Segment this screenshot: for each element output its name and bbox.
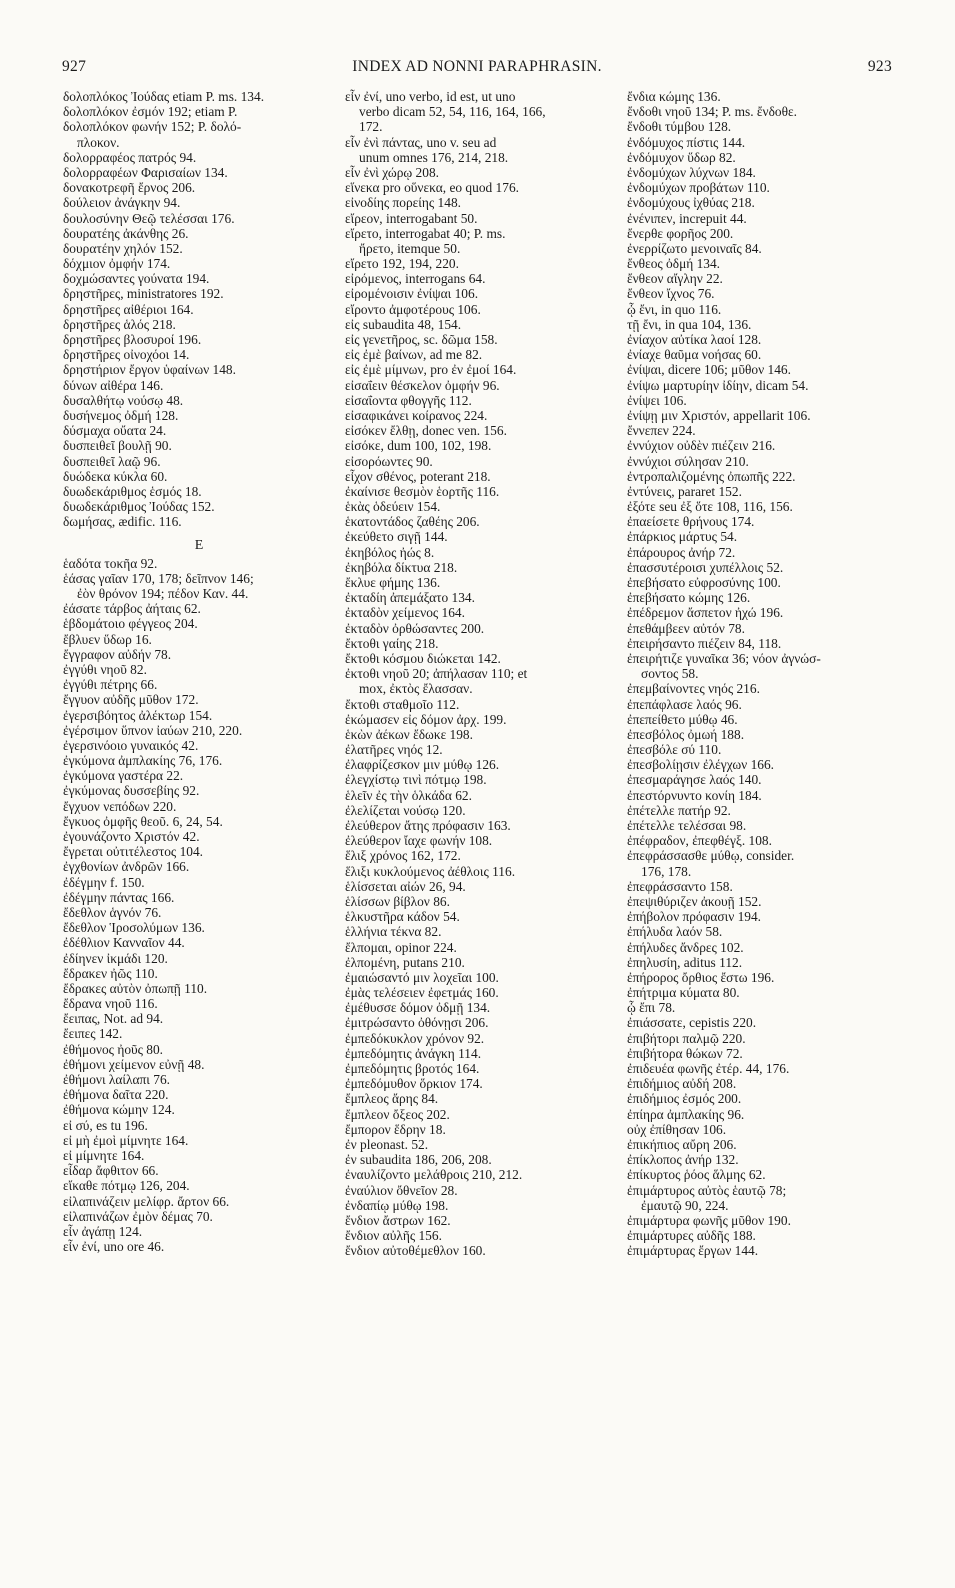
index-entry: ἐκταδίη ἀπεμάξατο 134. bbox=[345, 590, 475, 606]
index-entry: ἐνίαχε θαῦμα νοήσας 60. bbox=[627, 347, 762, 363]
index-entry-continuation: σοντος 58. bbox=[641, 666, 699, 682]
index-entry: ἐνίαχον αὐτίκα λαοί 128. bbox=[627, 332, 762, 347]
index-entry: ἐνδομύχων προβάτων 110. bbox=[627, 180, 770, 196]
page-number-left: 927 bbox=[62, 58, 87, 75]
index-entry: ἔνερθε φορῆος 200. bbox=[627, 225, 734, 241]
index-entry: ἐπικήπιος αὔρη 206. bbox=[627, 1136, 737, 1152]
index-entry: ἐνίψαι, dicere 106; μῦθον 146. bbox=[627, 362, 791, 378]
index-entry: ἐπήλυδες ἄνδρες 102. bbox=[627, 939, 744, 955]
index-entry: δούλειον ἀνάγκην 94. bbox=[63, 195, 181, 211]
index-entry: ἔμπλεος ἄρης 84. bbox=[345, 1091, 439, 1107]
index-entry: εἵνεκα pro οὕνεκα, eo quod 176. bbox=[345, 180, 519, 196]
index-entry: ἐπειρήσαντο πιέζειν 84, 118. bbox=[627, 635, 782, 651]
index-entry: δυσπειθεῖ βουλῇ 90. bbox=[63, 438, 172, 454]
index-entry: εἰς ἐμὲ βαίνων, ad me 82. bbox=[345, 347, 483, 363]
index-entry: ἐπίκυρτος ῥόος ἅλμης 62. bbox=[627, 1167, 766, 1183]
index-entry: δολοπλόκον ἐσμόν 192; etiam P. bbox=[63, 104, 238, 120]
index-entry: ἐλπομένη, putans 210. bbox=[345, 954, 465, 970]
index-entry: ἔμπλεον ὄξεος 202. bbox=[345, 1106, 450, 1122]
index-entry: ἐπεψιθύριζεν ἀκουῇ 152. bbox=[627, 893, 762, 909]
index-entry: ἑκατοντάδος ζαθέης 206. bbox=[345, 514, 480, 530]
index-entry: ἐπεπάφλασε λαός 96. bbox=[627, 696, 742, 712]
index-entry: εἰλαπινάζειν μελίφρ. ἄρτον 66. bbox=[63, 1193, 230, 1209]
index-entry: ἔκλυε φήμης 136. bbox=[345, 575, 441, 590]
index-entry: ἐκταδὸν χείμενος 164. bbox=[345, 605, 465, 621]
index-entry: εἴρεον, interrogabant 50. bbox=[345, 210, 478, 226]
index-entry: ἐθήμονα δαῖτα 220. bbox=[63, 1087, 169, 1103]
index-entry: ἔδρακες αὐτὸν ὀπωπῇ 110. bbox=[63, 980, 208, 996]
index-entry: ἑβδομάτοιο φέγγεος 204. bbox=[63, 616, 198, 632]
index-entry: ᾧ ἔνι, in quo 116. bbox=[627, 301, 722, 317]
index-entry: ἔβλυεν ὕδωρ 16. bbox=[63, 631, 152, 647]
index-entry: ἐπεβήσατο κώμης 126. bbox=[627, 590, 751, 606]
index-entry: ἐπεβήσατο εὐφροσύνης 100. bbox=[627, 575, 781, 590]
index-entry: εἶν ἀγάπῃ 124. bbox=[63, 1223, 143, 1239]
index-entry: ἐγκύμονα ἀμπλακίης 76, 176. bbox=[63, 753, 223, 769]
index-entry: ἐγγύθι πέτρης 66. bbox=[63, 677, 158, 693]
index-entry: ἐπιάσσατε, cepistis 220. bbox=[627, 1015, 757, 1031]
index-entry: ἐδέγμην f. 150. bbox=[63, 874, 145, 890]
index-entry: ἐπήτριμα κύματα 80. bbox=[627, 985, 740, 1001]
index-entry: ἔνδιον ἄστρων 162. bbox=[345, 1212, 451, 1228]
index-entry: ἐπιβήτορα θώκων 72. bbox=[627, 1045, 743, 1061]
index-entry: ἐπεσμαράγησε λαός 140. bbox=[627, 772, 762, 788]
index-entry: ἐνδαπίῳ μύθῳ 198. bbox=[345, 1197, 449, 1213]
index-entry: ἐπάρουρος ἀνήρ 72. bbox=[627, 544, 736, 560]
index-entry: ἐμιτρώσαντο ὀθόνῃσι 206. bbox=[345, 1015, 489, 1031]
index-entry: ἐπεφράσσαντο 158. bbox=[627, 878, 733, 894]
index-entry: ἐπασσυτέροισι χυπέλλοις 52. bbox=[627, 559, 784, 575]
index-entry: δολοπλόκον φωνήν 152; P. δολό- bbox=[63, 119, 242, 135]
index-entry: ἐπήλυδα λαόν 58. bbox=[627, 924, 723, 940]
index-entry: δυσπειθεῖ λαῷ 96. bbox=[63, 453, 161, 469]
index-entry: δοχμώσαντες γούνατα 194. bbox=[63, 271, 210, 287]
index-column-1 bbox=[63, 89, 335, 1254]
index-entry-continuation: ἐὸν θρόνον 194; πέδον Καν. 44. bbox=[77, 586, 249, 602]
index-entry: ἐκώμασεν εἰς δόμον ἀρχ. 199. bbox=[345, 711, 507, 727]
index-entry: ἐπιμάρτυρες αὐδῆς 188. bbox=[627, 1228, 756, 1244]
index-entry: εἰρομένοισιν ἐνίψαι 106. bbox=[345, 286, 479, 302]
index-entry: ἔνθεον αἴγλην 22. bbox=[627, 271, 723, 287]
index-entry: ἐναύλιον ὄθνεῖον 28. bbox=[345, 1182, 458, 1198]
index-entry: ἐπιδήμιος αὐδή 208. bbox=[627, 1076, 737, 1092]
index-entry: ἐλεγχίστῳ τινὶ πότμῳ 198. bbox=[345, 772, 487, 788]
index-entry: ἐνίψει 106. bbox=[627, 392, 687, 408]
index-entry: ἔειπες 142. bbox=[63, 1026, 123, 1042]
index-entry: εἴρετο 192, 194, 220. bbox=[345, 256, 459, 272]
index-entry: δονακοτρεφῆ ἔρνος 206. bbox=[63, 180, 196, 196]
index-entry: ἐκτοθι νηοῦ 20; ἀπήλασαν 110; et bbox=[345, 666, 528, 682]
index-entry: ἐντύνεις, pararet 152. bbox=[627, 483, 742, 499]
index-entry: δολορραφέων Φαρισαίων 134. bbox=[63, 164, 228, 180]
index-entry: δυωδεκάριθμος ἑσμός 18. bbox=[63, 483, 202, 499]
index-entry: ἔγγραφον αὐδήν 78. bbox=[63, 646, 172, 662]
index-entry: εἰλαπινάζων ἐμὸν δέμας 70. bbox=[63, 1208, 213, 1224]
index-entry: ἐγερσιβόητος ἀλέκτωρ 154. bbox=[63, 707, 213, 723]
index-entry: ἔνδια κώμης 136. bbox=[627, 89, 721, 104]
index-entry: ἐπιμάρτυρας ἔργων 144. bbox=[627, 1243, 759, 1259]
index-entry: ἑαδότα τοκῆα 92. bbox=[63, 555, 158, 571]
index-entry: ἐθήμονος ἠοῦς 80. bbox=[63, 1041, 164, 1057]
index-entry: ἑλλήνια τέκνα 82. bbox=[345, 924, 442, 940]
index-entry: δολορραφέος πατρός 94. bbox=[63, 149, 197, 165]
index-entry: ἐγκύμονα γαστέρα 22. bbox=[63, 768, 184, 784]
index-entry-continuation: 176, 178. bbox=[641, 863, 692, 879]
index-entry: δολοπλόκος Ἰούδας etiam P. ms. 134. bbox=[63, 89, 265, 104]
index-entry: ἐμπεδόμυθον ὅρκιον 174. bbox=[345, 1076, 483, 1092]
index-entry: εἰσαφικάνει κοίρανος 224. bbox=[345, 407, 488, 423]
index-entry: δουλοσύνην Θεῷ τελέσσαι 176. bbox=[63, 210, 235, 226]
index-entry: ἐξότε seu ἐξ ὅτε 108, 116, 156. bbox=[627, 499, 793, 515]
index-entry: ἑλκυστῆρα κάδον 54. bbox=[345, 909, 460, 925]
index-entry: ἐκηβόλα δίκτυα 218. bbox=[345, 559, 458, 575]
index-entry: ἐμέθυσσε δόμον ὀδμῇ 134. bbox=[345, 1000, 491, 1016]
index-entry: εἰ σύ, es tu 196. bbox=[63, 1117, 148, 1133]
index-entry: ἕλιξι κυκλούμενος ἀέθλοις 116. bbox=[345, 863, 516, 879]
index-entry-continuation: mox, ἐκτὸς ἔλασσαν. bbox=[359, 681, 473, 697]
index-entry: ἐδέγμην πάντας 166. bbox=[63, 889, 175, 905]
index-entry: ἐπέτελλε πατήρ 92. bbox=[627, 802, 731, 818]
index-entry: ἐπιβήτορι παλμῷ 220. bbox=[627, 1030, 746, 1046]
index-entry: ἑλίσσων βίβλον 86. bbox=[345, 893, 450, 909]
index-entry: ἐν subaudita 186, 206, 208. bbox=[345, 1152, 492, 1168]
index-entry: εἰ μίμνητε 164. bbox=[63, 1147, 145, 1163]
index-entry: ἐνένιπεν, increpuit 44. bbox=[627, 210, 747, 226]
index-entry: ἐνερρίζωτο μενοιναῖς 84. bbox=[627, 240, 762, 256]
index-entry: ἔγχυον νεπόδων 220. bbox=[63, 798, 177, 814]
index-entry: εἶν ἐνί, uno verbo, id est, ut uno bbox=[345, 89, 516, 104]
index-entry: ἐδέθλιον Κανναῖον 44. bbox=[63, 935, 185, 951]
index-entry: ἐμαιώσαντό μιν λοχεῖαι 100. bbox=[345, 969, 499, 985]
index-entry: ἔδρανα νηοῦ 116. bbox=[63, 996, 158, 1012]
index-entry: ἐπήβολον πρόφασιν 194. bbox=[627, 909, 762, 925]
index-entry: ἑκὼν ἀέκων ἔδωκε 198. bbox=[345, 726, 473, 742]
index-entry: ἔδεθλον Ἱροσολύμων 136. bbox=[63, 920, 205, 936]
index-entry: ἐγκύμονας δυσσεβίης 92. bbox=[63, 783, 200, 799]
index-entry-continuation: ἤρετο, itemque 50. bbox=[359, 240, 461, 256]
index-entry: ἔκτοθι κόσμου διώκεται 142. bbox=[345, 650, 501, 666]
index-entry: ἕλιξ χρόνος 162, 172. bbox=[345, 848, 461, 864]
index-entry: ἐγέρσιμον ὕπνον ἰαύων 210, 220. bbox=[63, 722, 243, 738]
index-entry: ἑλίσσεται αἰών 26, 94. bbox=[345, 878, 466, 894]
index-entry: ἐθήμονι χείμενον εὐνῇ 48. bbox=[63, 1056, 205, 1072]
index-entry: ἔγγυον αὐδῆς μῦθον 172. bbox=[63, 692, 199, 708]
index-entry: ἑκὰς ὁδεύειν 154. bbox=[345, 499, 441, 515]
index-entry: εἶδαρ ἄφθιτον 66. bbox=[63, 1163, 159, 1179]
index-entry: εἰσαΐειν θέσκελον ὀμφήν 96. bbox=[345, 377, 500, 393]
index-entry: ἐλαφρίζεσκον μιν μύθῳ 126. bbox=[345, 757, 500, 773]
index-entry: δρηστῆρες ἁλός 218. bbox=[63, 316, 176, 332]
index-entry: ἐπιμάρτυρος αὐτὸς ἑαυτῷ 78; bbox=[627, 1182, 787, 1198]
index-entry: ἐάσατε τάρβος ἀήταις 62. bbox=[63, 601, 201, 617]
index-entry: δωμήσας, ædific. 116. bbox=[63, 514, 182, 530]
index-entry: ἐπέδρεμον ἄσπετον ἠχώ 196. bbox=[627, 605, 784, 621]
index-entry: ἔμπορον ἕδρην 18. bbox=[345, 1121, 446, 1137]
index-entry-continuation: verbo dicam 52, 54, 116, 164, 166, bbox=[359, 104, 546, 120]
index-entry: εἰς subaudita 48, 154. bbox=[345, 316, 462, 332]
index-entry: εἴρετο, interrogabat 40; P. ms. bbox=[345, 225, 506, 241]
index-entry: δόχμιον ὀμφήν 174. bbox=[63, 256, 171, 272]
index-entry: ἐγερσινόοιο γυναικός 42. bbox=[63, 737, 199, 753]
index-entry: ἐπαείσετε θρήνους 174. bbox=[627, 514, 755, 530]
index-entry: ἐνδομύχους ἰχθύας 218. bbox=[627, 195, 755, 211]
index-entry: εἰσορόωντες 90. bbox=[345, 453, 433, 469]
index-entry: ἐπεσβόλος ὀμωή 188. bbox=[627, 726, 745, 742]
index-entry: ἐννύχιοι σύλησαν 210. bbox=[627, 453, 749, 469]
index-entry: ἔγρεται οὐτιτέλεστος 104. bbox=[63, 844, 204, 860]
index-entry: εἶχον σθένος, poterant 218. bbox=[345, 468, 491, 484]
index-entry: ἔννεπεν 224. bbox=[627, 423, 696, 439]
index-entry: δύνων αἰθέρα 146. bbox=[63, 377, 164, 393]
index-entry-continuation: unum omnes 176, 214, 218. bbox=[359, 149, 509, 165]
index-entry: ἐπηλυσίη, aditus 112. bbox=[627, 954, 743, 970]
index-entry: ἐθήμονι λαίλαπι 76. bbox=[63, 1072, 170, 1088]
index-entry: ἔνδοθι νηοῦ 134; P. ms. ἔνδοθε. bbox=[627, 104, 797, 120]
index-entry: ἑλεῖν ἐς τὴν ὁλκάδα 62. bbox=[345, 787, 472, 803]
index-entry: ᾧ ἔπι 78. bbox=[627, 1000, 676, 1016]
index-entry-continuation: πλοκον. bbox=[77, 134, 120, 150]
index-entry: δρηστῆρες βλοσυροί 196. bbox=[63, 332, 202, 347]
index-entry: ἔλπομαι, opinor 224. bbox=[345, 939, 457, 955]
index-column-2 bbox=[345, 89, 617, 1258]
index-entry: εἰς γενετῆρος, sc. δῶμα 158. bbox=[345, 332, 498, 347]
index-entry: ἐδίηνεν ἰκμάδι 120. bbox=[63, 950, 168, 966]
index-entry: εἶν ἐνὶ πάντας, uno v. seu ad bbox=[345, 134, 497, 150]
index-entry: ἐκηβόλος ἠώς 8. bbox=[345, 544, 435, 560]
index-entry: ἐπιδευέα φωνῆς ἐτέρ. 44, 176. bbox=[627, 1061, 790, 1076]
index-entry: ἔγκυος ὀμφῆς θεοῦ. 6, 24, 54. bbox=[63, 813, 223, 829]
index-entry: ἐπέτελλε τελέσσαι 98. bbox=[627, 818, 747, 833]
index-entry-continuation: 172. bbox=[359, 119, 383, 135]
index-entry: ἐλελίζεται νούσῳ 120. bbox=[345, 802, 466, 818]
index-entry: ἔνθεον ἴχνος 76. bbox=[627, 286, 715, 302]
running-title: INDEX AD NONNI PARAPHRASIN. bbox=[352, 58, 602, 75]
index-entry: εἴροντο ἀμφοτέρους 106. bbox=[345, 301, 481, 317]
index-entry: ἔδεθλον ἁγνόν 76. bbox=[63, 904, 162, 920]
index-entry: δύσμαχα οὔατα 24. bbox=[63, 423, 167, 439]
index-entry: εἴκαθε πότμῳ 126, 204. bbox=[63, 1178, 190, 1194]
index-entry: ἐπήρορος ὄρθιος ἔστω 196. bbox=[627, 969, 775, 985]
index-entry: ἔδρακεν ἠῶς 110. bbox=[63, 965, 158, 981]
index-entry: δυσαλθήτῳ νούσῳ 48. bbox=[63, 392, 184, 408]
index-entry: ἔνθεος ὀδμή 134. bbox=[627, 256, 721, 272]
index-entry: ἐπεφράσσασθε μύθῳ, consider. bbox=[627, 848, 795, 864]
index-entry: ἐπίηρα ἀμπλακίης 96. bbox=[627, 1106, 745, 1122]
index-entry: ἑάσας γαῖαν 170, 178; δεῖπνον 146; bbox=[63, 570, 254, 586]
index-entry: ἐγουνάζοντο Χριστόν 42. bbox=[63, 829, 200, 845]
index-entry: ἐκαίνισε θεσμὸν ἑορτῆς 116. bbox=[345, 483, 500, 499]
index-entry: δρηστῆρες οἰνοχόοι 14. bbox=[63, 347, 190, 363]
index-entry-continuation: ἐμαυτῷ 90, 224. bbox=[641, 1197, 729, 1213]
index-column-3 bbox=[627, 89, 909, 1258]
index-entry: ἔειπας, Not. ad 94. bbox=[63, 1011, 164, 1027]
index-entry: ἐπειρήτιζε γυναῖκα 36; νόον ἀγνώσ- bbox=[627, 650, 821, 666]
index-entry: ἐντροπαλιζομένης ὀπωπῆς 222. bbox=[627, 468, 796, 484]
index-entry: ἐλεύθερον ἴαχε φωνήν 108. bbox=[345, 833, 493, 849]
index-entry: ἐννύχιον οὐδὲν πιέζειν 216. bbox=[627, 438, 776, 454]
index-entry: ἐπεστόρνυντο κονίη 184. bbox=[627, 787, 762, 803]
index-entry: ἐνδομύχων λύχνων 184. bbox=[627, 164, 756, 180]
index-entry: ἐμπεδόκυκλον χρόνον 92. bbox=[345, 1030, 485, 1046]
index-entry: εἰσαΐοντα φθογγῆς 112. bbox=[345, 392, 472, 408]
index-entry: οὐχ ἐπίθησαν 106. bbox=[627, 1121, 727, 1137]
index-entry: ἐνίψω μαρτυρίην ἰδίην, dicam 54. bbox=[627, 377, 809, 393]
page-header bbox=[62, 58, 892, 80]
index-entry: ἐλατῆρες νηός 12. bbox=[345, 742, 443, 758]
index-entry: εἰσόκε, dum 100, 102, 198. bbox=[345, 438, 492, 454]
index-entry: ἐκεύθετο σιγῇ 144. bbox=[345, 529, 448, 545]
index-entry: ἔκτοθι σταθμοῖο 112. bbox=[345, 696, 460, 712]
index-entry: ἐκταδὸν ὀρθώσαντες 200. bbox=[345, 620, 485, 636]
index-entry: ἐμπεδόμητις ἀνάγκη 114. bbox=[345, 1045, 482, 1061]
index-entry: δουρατέης ἀκάνθης 26. bbox=[63, 225, 189, 241]
index-entry: ἐπίκλοπος ἀνήρ 132. bbox=[627, 1152, 739, 1168]
index-entry: ἐν pleonast. 52. bbox=[345, 1136, 429, 1152]
index-entry: ἐγχθονίων ἀνδρῶν 166. bbox=[63, 859, 190, 875]
index-entry: ἐνδόμυχος πίστις 144. bbox=[627, 134, 746, 150]
index-entry: δουρατέην χηλόν 152. bbox=[63, 240, 183, 256]
index-entry: δυώδεκα κύκλα 60. bbox=[63, 468, 168, 484]
index-entry: εἰσόκεν ἔλθῃ, donec ven. 156. bbox=[345, 423, 507, 439]
index-entry: δρηστῆρες αἰθέριοι 164. bbox=[63, 301, 194, 317]
index-entry: ἐμπεδόμητις βροτός 164. bbox=[345, 1061, 480, 1076]
index-entry: ἐπιδήμιος ἐσμός 200. bbox=[627, 1091, 742, 1107]
index-entry: ἔνδιον αὐτοθέμεθλον 160. bbox=[345, 1243, 486, 1259]
index-entry: ἐλεύθερον ἄτης πρόφασιν 163. bbox=[345, 818, 511, 833]
index-entry: ἐνίψῃ μιν Χριστόν, appellarit 106. bbox=[627, 407, 811, 423]
index-entry: ἐπεσβόλε σύ 110. bbox=[627, 742, 722, 758]
index-entry: ἐπέφραδον, ἐπεφθέγξ. 108. bbox=[627, 833, 772, 849]
index-entry: ἐπεπείθετο μύθῳ 46. bbox=[627, 711, 738, 727]
index-entry: εἰς ἐμὲ μίμνων, pro ἐν ἐμοί 164. bbox=[345, 362, 517, 378]
index-entry: εἰρόμενος, interrogans 64. bbox=[345, 271, 486, 287]
index-entry: ἐπεσβολίῃσιν ἐλέγχων 166. bbox=[627, 757, 775, 773]
index-entry: εἶν ἐνὶ χώρῳ 208. bbox=[345, 164, 439, 180]
index-entry: δυσήνεμος ὀδμή 128. bbox=[63, 407, 179, 423]
index-entry: ἐπάρκιος μάρτυς 54. bbox=[627, 529, 738, 545]
index-entry: ἐγγύθι νηοῦ 82. bbox=[63, 661, 147, 677]
index-entry: εἰ μὴ ἐμοὶ μίμνητε 164. bbox=[63, 1132, 189, 1148]
index-entry: ἔνδιον αὐλῆς 156. bbox=[345, 1228, 442, 1244]
index-entry: ἔνδοθι τύμβου 128. bbox=[627, 119, 732, 135]
page-number-right: 923 bbox=[867, 58, 892, 75]
index-entry: δρηστήριον ἔργον ὑφαίνων 148. bbox=[63, 362, 236, 378]
index-entry: ἐθήμονα κώμην 124. bbox=[63, 1102, 175, 1118]
index-entry: ἐπιμάρτυρα φωνῆς μῦθον 190. bbox=[627, 1212, 791, 1228]
section-letter: E bbox=[194, 538, 204, 554]
index-entry: ἐνδόμυχον ὕδωρ 82. bbox=[627, 149, 736, 165]
index-entry: ἐπεθάμβεεν αὐτόν 78. bbox=[627, 620, 745, 636]
index-entry: ἐναυλίζοντο μελάθροις 210, 212. bbox=[345, 1167, 523, 1183]
index-entry: δρηστῆρες, ministratores 192. bbox=[63, 286, 224, 302]
index-entry: ἐμὰς τελέσειεν ἐφετμάς 160. bbox=[345, 985, 499, 1001]
index-entry: δυωδεκάριθμος Ἰούδας 152. bbox=[63, 499, 215, 515]
index-entry: εἶν ἐνί, uno ore 46. bbox=[63, 1239, 165, 1255]
index-entry: τῇ ἔνι, in qua 104, 136. bbox=[627, 316, 752, 332]
index-entry: ἐπεμβαίνοντες νηός 216. bbox=[627, 681, 760, 697]
index-entry: εἰνοδίης πορείης 148. bbox=[345, 195, 461, 211]
index-entry: ἔκτοθι γαίης 218. bbox=[345, 635, 439, 651]
